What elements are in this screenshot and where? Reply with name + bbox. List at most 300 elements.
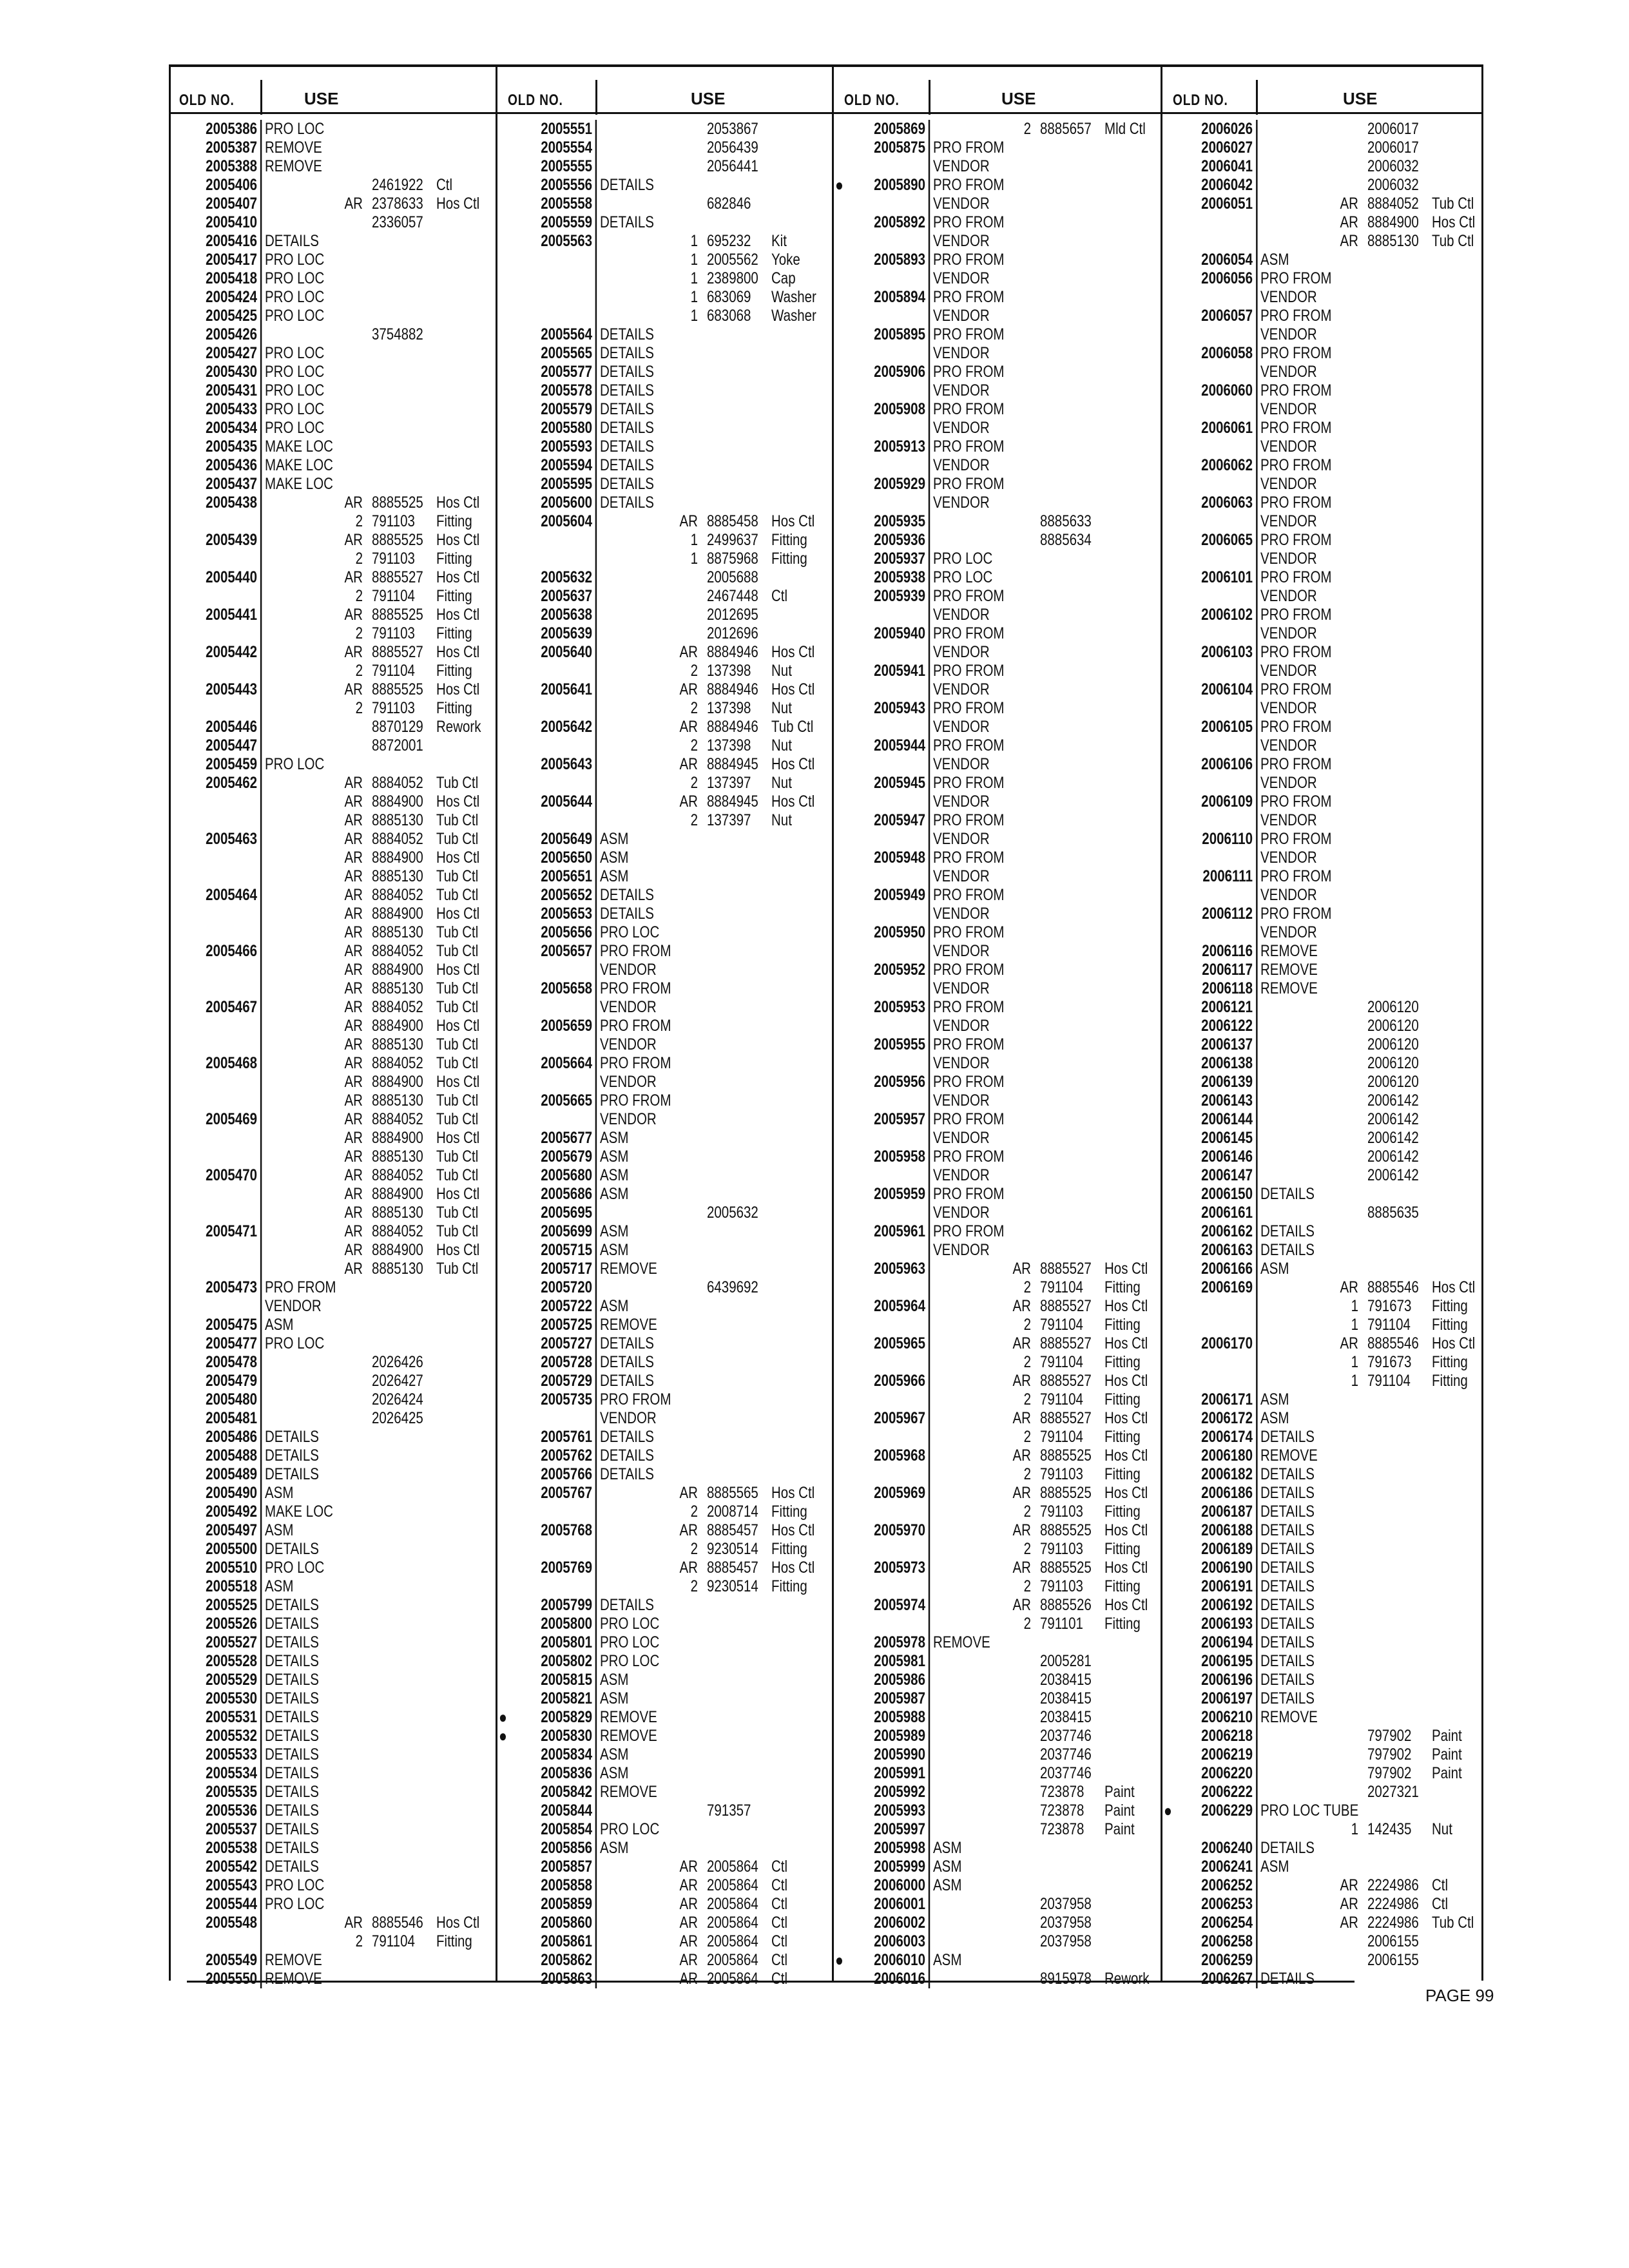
row-divider (595, 736, 597, 755)
part-number: 2026427 (371, 1372, 423, 1390)
part-number: 683068 (706, 307, 751, 325)
row-divider (1256, 1110, 1257, 1129)
part-number: 137398 (706, 662, 751, 680)
row-divider (595, 1932, 597, 1951)
use-text: PRO LOC (932, 568, 993, 586)
old-number: 2006109 (1201, 793, 1253, 811)
part-number: 8885527 (371, 643, 423, 661)
quantity: AR (679, 718, 698, 736)
row-divider (929, 1110, 930, 1129)
part-description: Hos Ctl (436, 531, 480, 549)
table-row (834, 1895, 1162, 1914)
row-divider (260, 1129, 262, 1148)
row-divider (929, 176, 930, 195)
table-row (834, 1783, 1162, 1802)
use-text: DETAILS (264, 1783, 319, 1801)
table-row (1162, 1559, 1483, 1577)
part-number: 791103 (1039, 1577, 1083, 1595)
row-divider (1256, 1017, 1257, 1035)
row-divider (929, 1652, 930, 1671)
row-divider (260, 307, 262, 325)
part-number: 8885130 (371, 1091, 423, 1110)
old-number: 2005686 (541, 1185, 592, 1203)
row-divider (595, 1914, 597, 1932)
part-number: 137398 (706, 736, 751, 754)
row-divider (595, 1839, 597, 1858)
row-divider (595, 1708, 597, 1727)
table-row (1162, 1540, 1483, 1559)
table-row (834, 1802, 1162, 1820)
table-row (497, 1222, 834, 1241)
quantity: AR (344, 774, 363, 792)
row-divider (1256, 867, 1257, 886)
table-row (1162, 1260, 1483, 1278)
table-row (834, 157, 1162, 176)
use-text: PRO FROM (932, 886, 1005, 904)
table-row (497, 606, 834, 624)
table-row (834, 269, 1162, 288)
old-number: 2005644 (541, 793, 592, 811)
quantity: AR (344, 961, 363, 979)
old-number: 2005945 (874, 774, 925, 792)
part-number: 2005864 (706, 1914, 758, 1932)
quantity: AR (344, 1017, 363, 1035)
table-row (497, 157, 834, 176)
row-divider (260, 1428, 262, 1446)
part-number: 8884052 (371, 1110, 423, 1128)
table-row (497, 456, 834, 475)
use-text: ASM (1260, 1409, 1289, 1427)
part-number: 2005864 (706, 1970, 758, 1988)
table-row (834, 1764, 1162, 1783)
old-number: 2005908 (874, 400, 925, 418)
use-text: PRO LOC (264, 288, 325, 306)
use-text: PRO FROM (932, 1222, 1005, 1240)
part-description: Tub Ctl (1431, 232, 1474, 250)
quantity: 2 (1023, 1428, 1031, 1446)
row-divider (1256, 494, 1257, 512)
row-divider (595, 494, 597, 512)
table-row (497, 1260, 834, 1278)
table-row (169, 1390, 497, 1409)
bullet-marker-icon: ● (498, 1707, 507, 1727)
old-number: 2005842 (541, 1783, 592, 1801)
bullet-marker-icon: ● (834, 1950, 843, 1970)
row-divider (595, 1390, 597, 1409)
quantity: AR (344, 643, 363, 661)
row-divider (260, 1353, 262, 1372)
old-number: 2006220 (1201, 1764, 1253, 1782)
old-number: 2005650 (541, 849, 592, 867)
old-number: 2006174 (1201, 1428, 1253, 1446)
table-row (834, 1484, 1162, 1503)
row-divider (595, 793, 597, 811)
quantity: AR (344, 531, 363, 549)
table-row (169, 942, 497, 961)
part-description: Ctl (771, 1932, 788, 1950)
row-divider (929, 1204, 930, 1222)
row-divider (929, 213, 930, 232)
table-row (834, 325, 1162, 344)
table-row (1162, 923, 1483, 942)
part-description: Hos Ctl (436, 1073, 480, 1091)
use-text: DETAILS (599, 905, 654, 923)
row-divider (929, 1334, 930, 1353)
old-number: 2006218 (1201, 1727, 1253, 1745)
part-number: 8884052 (371, 1166, 423, 1184)
table-row (834, 1465, 1162, 1484)
part-description: Fitting (1104, 1316, 1141, 1334)
table-row (1162, 886, 1483, 905)
use-text: VENDOR (1260, 400, 1317, 418)
table-column-1 (169, 67, 497, 1988)
header-divider (1256, 80, 1258, 115)
row-divider (595, 1353, 597, 1372)
table-row (497, 1409, 834, 1428)
row-divider (260, 1914, 262, 1932)
table-row (169, 998, 497, 1017)
use-text: VENDOR (932, 793, 990, 811)
old-number: 2006143 (1201, 1091, 1253, 1110)
old-number: 2005410 (206, 213, 257, 231)
table-column-4 (1162, 67, 1483, 1988)
table-row (1162, 718, 1483, 736)
part-description: Hos Ctl (436, 494, 480, 512)
table-row (1162, 1204, 1483, 1222)
old-number: 2005735 (541, 1390, 592, 1408)
part-number: 8885527 (1039, 1372, 1092, 1390)
old-number: 2005720 (541, 1278, 592, 1296)
row-divider (929, 1820, 930, 1839)
old-number: 2005952 (874, 961, 925, 979)
old-number: 2006061 (1201, 419, 1253, 437)
part-number: 2037958 (1039, 1914, 1092, 1932)
old-number: 2005416 (206, 232, 257, 250)
use-text: VENDOR (932, 1091, 990, 1110)
quantity: 2 (690, 1577, 698, 1595)
part-description: Fitting (771, 1503, 807, 1521)
use-text: PRO FROM (1260, 718, 1332, 736)
row-list (834, 120, 1161, 1988)
use-text: DETAILS (599, 344, 654, 362)
part-description: Tub Ctl (436, 923, 479, 941)
quantity: 2 (355, 624, 363, 642)
use-text: VENDOR (932, 1204, 990, 1222)
row-divider (595, 1596, 597, 1615)
quantity: AR (344, 1054, 363, 1072)
table-row (497, 1708, 834, 1727)
row-divider (595, 662, 597, 680)
table-row (834, 251, 1162, 269)
table-row (834, 1409, 1162, 1428)
row-divider (1256, 811, 1257, 830)
quantity: AR (344, 979, 363, 997)
part-description: Hos Ctl (1104, 1446, 1148, 1465)
table-row (169, 830, 497, 849)
part-description: Hos Ctl (771, 793, 815, 811)
old-number: 2006147 (1201, 1166, 1253, 1184)
row-divider (1256, 251, 1257, 269)
row-divider (929, 307, 930, 325)
part-description: Fitting (1104, 1353, 1141, 1371)
table-row (169, 1764, 497, 1783)
use-text: PRO FROM (932, 1035, 1005, 1053)
part-number: 8884900 (371, 1129, 423, 1147)
table-row (1162, 512, 1483, 531)
old-number: 2005386 (206, 120, 257, 138)
old-number: 2005518 (206, 1577, 257, 1595)
use-text: PRO FROM (599, 979, 671, 997)
row-divider (1256, 1054, 1257, 1073)
row-divider (929, 1633, 930, 1652)
part-number: 8884900 (1367, 213, 1419, 231)
row-divider (260, 811, 262, 830)
old-number: 2006180 (1201, 1446, 1253, 1465)
table-row (1162, 288, 1483, 307)
part-number: 8885633 (1039, 512, 1092, 530)
table-row (497, 1353, 834, 1372)
use-text: VENDOR (1260, 774, 1317, 792)
old-number: 2006117 (1202, 961, 1253, 979)
part-description: Tub Ctl (436, 811, 479, 829)
old-number: 2005861 (541, 1932, 592, 1950)
table-row (1162, 1353, 1483, 1372)
row-divider (1256, 774, 1257, 793)
old-number: 2005992 (874, 1783, 925, 1801)
use-text: VENDOR (1260, 849, 1317, 867)
row-divider (260, 1166, 262, 1185)
old-number: 2006112 (1202, 905, 1253, 923)
row-divider (260, 1820, 262, 1839)
use-text: ASM (599, 830, 629, 848)
table-row (1162, 1633, 1483, 1652)
table-row (169, 1932, 497, 1951)
quantity: AR (344, 1035, 363, 1053)
table-row (1162, 251, 1483, 269)
quantity: AR (344, 1185, 363, 1203)
row-divider (595, 1484, 597, 1503)
table-row (497, 1633, 834, 1652)
row-divider (595, 1241, 597, 1260)
part-number: 791104 (371, 1932, 415, 1950)
part-description: Fitting (1104, 1465, 1141, 1483)
part-description: Fitting (771, 531, 807, 549)
row-divider (929, 1577, 930, 1596)
quantity: 1 (1351, 1372, 1358, 1390)
old-number: 2006229 (1201, 1802, 1253, 1820)
table-row (497, 923, 834, 942)
use-text: VENDOR (1260, 325, 1317, 343)
use-text: DETAILS (1260, 1596, 1315, 1614)
quantity: AR (344, 998, 363, 1016)
row-divider (929, 269, 930, 288)
quantity: AR (679, 1521, 698, 1539)
table-row (497, 1129, 834, 1148)
table-row (497, 1204, 834, 1222)
row-divider (1256, 325, 1257, 344)
use-text: ASM (1260, 1858, 1289, 1876)
row-divider (1256, 1073, 1257, 1091)
part-number: 8884900 (371, 905, 423, 923)
quantity: 2 (355, 662, 363, 680)
part-description: Ctl (771, 1876, 788, 1894)
use-text: PRO FROM (932, 774, 1005, 792)
table-row (1162, 1727, 1483, 1745)
table-row (497, 494, 834, 512)
table-row (169, 1428, 497, 1446)
table-row (169, 363, 497, 381)
use-text: VENDOR (932, 157, 990, 175)
old-number: 2005470 (206, 1166, 257, 1184)
old-number: 2006000 (874, 1876, 925, 1894)
old-number: 2006163 (1201, 1241, 1253, 1259)
part-description: Hos Ctl (1104, 1521, 1148, 1539)
use-text: VENDOR (1260, 587, 1317, 605)
quantity: AR (1340, 1876, 1358, 1894)
use-text: VENDOR (1260, 624, 1317, 642)
row-divider (929, 1073, 930, 1091)
use-text: VENDOR (932, 232, 990, 250)
row-divider (929, 1091, 930, 1110)
row-divider (929, 1970, 930, 1988)
table-row (497, 587, 834, 606)
table-row (834, 1876, 1162, 1895)
use-text: PRO FROM (932, 1185, 1005, 1203)
old-number: 2005462 (206, 774, 257, 792)
old-number: 2005406 (206, 176, 257, 194)
row-divider (595, 1559, 597, 1577)
old-number: 2005467 (206, 998, 257, 1016)
old-number: 2005632 (541, 568, 592, 586)
table-row (1162, 811, 1483, 830)
table-row (169, 400, 497, 419)
row-divider (260, 1035, 262, 1054)
table-row (169, 961, 497, 979)
table-row (497, 1054, 834, 1073)
row-divider (595, 1148, 597, 1166)
old-number: 2005728 (541, 1353, 592, 1371)
row-divider (1256, 1260, 1257, 1278)
part-description: Ctl (771, 1858, 788, 1876)
old-number: 2006111 (1202, 867, 1253, 885)
table-row (834, 1951, 1162, 1970)
bullet-marker-icon: ● (834, 175, 843, 195)
table-row (169, 1409, 497, 1428)
quantity: AR (1012, 1372, 1031, 1390)
table-row (1162, 1091, 1483, 1110)
use-text: DETAILS (599, 886, 654, 904)
part-number: 6439692 (706, 1278, 758, 1296)
table-row (834, 176, 1162, 195)
table-row (169, 905, 497, 923)
part-description: Hos Ctl (436, 680, 480, 698)
quantity: AR (344, 1073, 363, 1091)
part-number: 137398 (706, 699, 751, 717)
old-number: 2006062 (1201, 456, 1253, 474)
row-divider (929, 232, 930, 251)
part-description: Fitting (1104, 1390, 1141, 1408)
old-number: 2005528 (206, 1652, 257, 1670)
row-divider (260, 120, 262, 139)
page-number: PAGE 99 (1425, 1986, 1494, 2005)
use-text: PRO LOC (599, 1615, 660, 1633)
table-row (1162, 381, 1483, 400)
quantity: AR (679, 1951, 698, 1969)
row-divider (929, 1484, 930, 1503)
table-row (497, 139, 834, 157)
use-text: ASM (932, 1951, 962, 1969)
use-text: PRO FROM (932, 923, 1005, 941)
part-number: 8872001 (371, 736, 423, 754)
row-divider (929, 381, 930, 400)
old-number: 2006058 (1201, 344, 1253, 362)
table-row (1162, 1148, 1483, 1166)
part-description: Ctl (771, 1895, 788, 1913)
part-number: 695232 (706, 232, 751, 250)
row-divider (1256, 1334, 1257, 1353)
part-description: Cap (771, 269, 796, 287)
quantity: AR (344, 1129, 363, 1147)
part-number: 2006155 (1367, 1932, 1419, 1950)
use-text: ASM (599, 1764, 629, 1782)
old-number: 2005510 (206, 1559, 257, 1577)
row-divider (929, 1503, 930, 1521)
old-number: 2005821 (541, 1689, 592, 1707)
use-text: VENDOR (1260, 699, 1317, 717)
table-row (834, 774, 1162, 793)
quantity: AR (679, 680, 698, 698)
table-row (834, 1521, 1162, 1540)
row-divider (595, 1783, 597, 1802)
table-row (497, 307, 834, 325)
quantity: AR (344, 811, 363, 829)
part-description: Fitting (436, 1932, 472, 1950)
table-row (834, 662, 1162, 680)
part-number: 2005281 (1039, 1652, 1092, 1670)
old-number: 2005944 (874, 736, 925, 754)
row-divider (1256, 1428, 1257, 1446)
row-divider (929, 157, 930, 176)
row-divider (929, 1559, 930, 1577)
part-description: Paint (1104, 1802, 1135, 1820)
table-row (169, 1914, 497, 1932)
table-row (169, 1017, 497, 1035)
old-number: 2006267 (1201, 1970, 1253, 1988)
row-divider (260, 1764, 262, 1783)
table-row (497, 1858, 834, 1876)
column-header (834, 80, 1161, 111)
use-header: USE (1343, 89, 1378, 108)
old-number: 2005941 (874, 662, 925, 680)
part-number: 8884900 (371, 1241, 423, 1259)
part-number: 8885525 (1039, 1446, 1092, 1465)
use-text: PRO FROM (599, 942, 671, 960)
row-divider (1256, 139, 1257, 157)
old-number: 2005974 (874, 1596, 925, 1614)
old-number: 2006219 (1201, 1745, 1253, 1763)
table-row (497, 1503, 834, 1521)
quantity: AR (1012, 1260, 1031, 1278)
table-row (1162, 1764, 1483, 1783)
use-text: PRO FROM (599, 1054, 671, 1072)
table-row (1162, 1615, 1483, 1633)
use-text: PRO FROM (1260, 606, 1332, 624)
table-row (169, 979, 497, 998)
table-row (1162, 942, 1483, 961)
old-number: 2005531 (206, 1708, 257, 1726)
quantity: 2 (355, 512, 363, 530)
old-number: 2005768 (541, 1521, 592, 1539)
